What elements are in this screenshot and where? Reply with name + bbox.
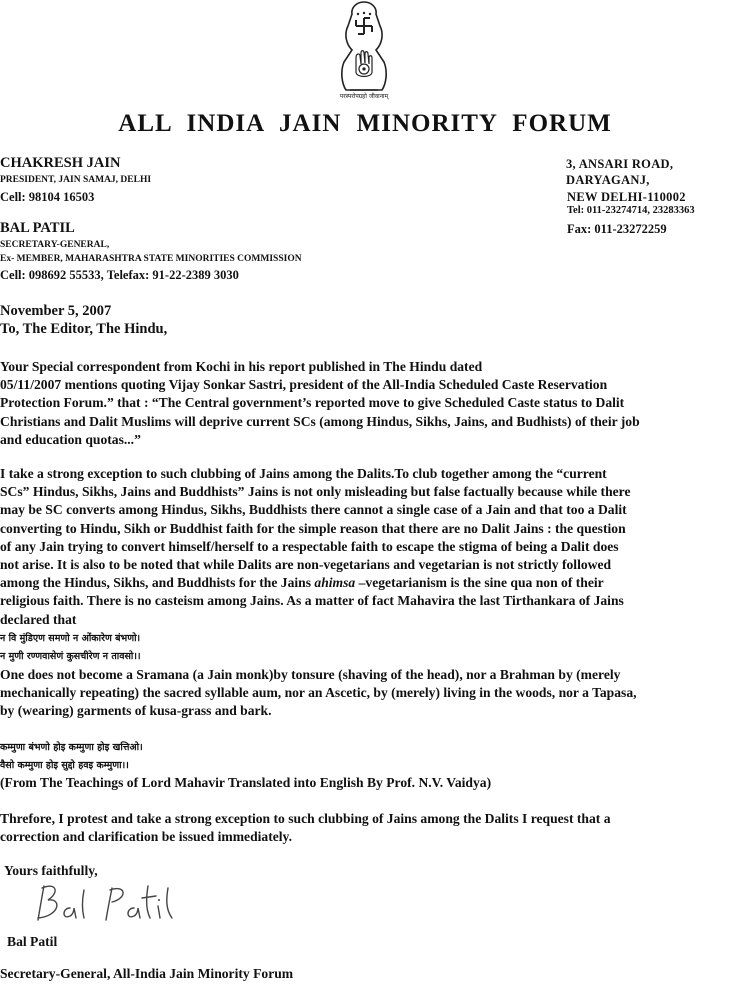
- paragraph-line: SCs” Hindus, Sikhs, Jains and Buddhists” Jains is not only misleading but false factually because while there: [0, 484, 631, 500]
- sender2-role2: Ex- MEMBER, MAHARASHTRA STATE MINORITIES COMMISSION: [0, 254, 302, 264]
- paragraph-text: among the Hindus, Sikhs, and Buddhists for the Jains: [0, 575, 312, 591]
- paragraph-line: correction and clarification be issued immediately.: [0, 829, 292, 845]
- sender1-name: CHAKRESH JAIN: [0, 155, 121, 171]
- verse2-line1: कम्मुणा बंभणो होइ कम्मुणा होइ खत्तिओ।: [0, 742, 143, 753]
- address-line3: NEW DELHI-110002: [567, 190, 686, 204]
- paragraph-line: of any Jain trying to convert himself/herself to a respectable faith to escape the stigma of being a Dalit does: [0, 538, 619, 554]
- address-fax: Fax: 011-23272259: [567, 222, 667, 236]
- paragraph-line: [0, 574, 730, 592]
- paragraph-line: Protection Forum.” that : “The Central government’s reported move to give Scheduled Caste status to Dalit: [0, 395, 625, 411]
- paragraph-line: and education quotas...”: [0, 431, 141, 447]
- paragraph-line: not arise. It is also to be noted that while Dalits are non-vegetarians and vegetarian is not strictly followed: [0, 557, 612, 573]
- address-line1: 3, ANSARI ROAD,: [566, 157, 674, 171]
- sender2-role1: SECRETARY-GENERAL,: [0, 240, 110, 250]
- paragraph-line: may be SC converts among Hindus, Sikhs, Buddhists there cannot a single case of a Jain and that too a Dalit: [0, 502, 627, 518]
- emblem-caption: परस्परोपग्रहो जीवानाम्: [339, 93, 389, 100]
- paragraph-2: [0, 465, 730, 629]
- sender2-cell: Cell: 098692 55533, Telefax: 91-22-2389 3030: [0, 268, 239, 282]
- sender1-role: PRESIDENT, JAIN SAMAJ, DELHI: [0, 175, 152, 185]
- translation-line: by (wearing) garments of kusa-grass and bark.: [0, 703, 272, 719]
- paragraph-line: Your Special correspondent from Kochi in his report published in The Hindu dated: [0, 359, 483, 374]
- verse1-line2: न मुणी रण्णवासेणं कुसचीरेण न तावसो।।: [0, 651, 141, 662]
- address-tel: Tel: 011-23274714, 23283363: [567, 205, 695, 216]
- paragraph-line: Christians and Dalit Muslims will deprive current SCs (among Hindus, Sikhs, Jains, and Budhists) of their job: [0, 413, 640, 429]
- letter-date: November 5, 2007: [0, 303, 112, 319]
- translation: [0, 666, 730, 721]
- closing-paragraph: [0, 810, 730, 846]
- translation-line: mechanically repeating) the sacred syllable aum, nor an Ascetic, by (merely) living in the woods, nor a Tapasa,: [0, 685, 637, 701]
- forum-title: ALL INDIA JAIN MINORITY FORUM: [118, 110, 612, 137]
- signer-title: Secretary-General, All-India Jain Minority Forum: [0, 966, 294, 981]
- paragraph-line: Threfore, I protest and take a strong exception to such clubbing of Jains among the Dalits I request that a: [0, 811, 611, 826]
- address-line2: DARYAGANJ,: [566, 173, 650, 187]
- paragraph-line: I take a strong exception to such clubbing of Jains among the Dalits.To club together among the “current: [0, 466, 607, 481]
- recipient: To, The Editor, The Hindu,: [0, 321, 168, 337]
- handwritten-signature-icon: [30, 878, 180, 930]
- paragraph-line: religious faith. There is no casteism among Jains. As a matter of fact Mahavira the last Tirthankara of Jains: [0, 593, 624, 609]
- paragraph-line: 05/11/2007 mentions quoting Vijay Sonkar Sastri, president of the All-India Scheduled Caste Reservation: [0, 377, 608, 393]
- translation-line: One does not become a Sramana (a Jain monk)by tonsure (shaving of the head), nor a Brahman by (merely: [0, 667, 621, 682]
- paragraph-line: converting to Hindu, Sikh or Buddhist faith for the simple reason that there are no Dalit Jains : the question: [0, 520, 626, 536]
- verse2-line2: वैसो कम्मुणा होइ सुद्दो हवइ कम्मुणा।।: [0, 760, 129, 771]
- source-citation: (From The Teachings of Lord Mahavir Translated into English By Prof. N.V. Vaidya): [0, 775, 492, 790]
- paragraph-1: [0, 358, 730, 449]
- sender1-cell: Cell: 98104 16503: [0, 190, 95, 204]
- verse1-line1: न वि मुंडिएण समणो न ओंकारेण बंभणो।: [0, 633, 141, 644]
- paragraph-line: declared that: [0, 611, 77, 627]
- signer-name: Bal Patil: [7, 934, 58, 949]
- ahimsa-word: ahimsa: [314, 575, 356, 591]
- valediction: Yours faithfully,: [4, 863, 98, 878]
- paragraph-text: –vegetarianism is the sine qua non of their: [355, 575, 604, 591]
- sender2-name: BAL PATIL: [0, 220, 75, 236]
- jain-emblem-icon: [318, 0, 410, 108]
